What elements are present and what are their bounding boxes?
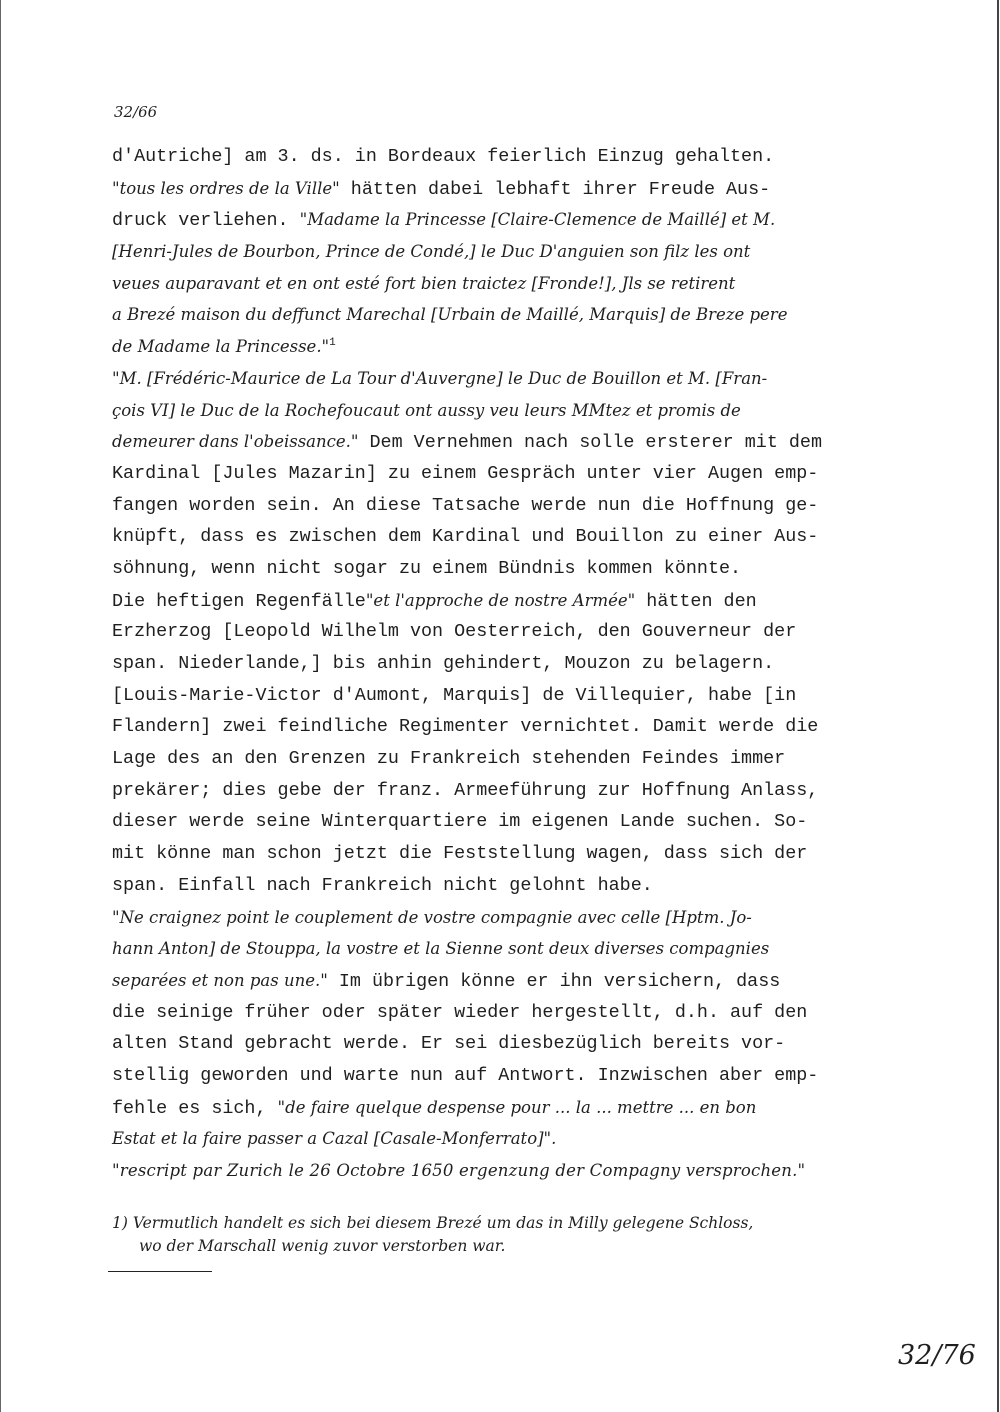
scan-edge-left bbox=[0, 0, 1, 1412]
footnote-line: 1) Vermutlich handelt es sich bei diesem Brezé um das in Milly gelegene Schloss, bbox=[112, 1214, 754, 1232]
german-text: stellig geworden und warte nun auf Antwort. Inzwischen aber emp- bbox=[112, 1064, 819, 1086]
german-text: hätten dabei lebhaft ihrer Freude Aus- bbox=[339, 178, 771, 200]
text-line bbox=[112, 236, 902, 268]
text-line bbox=[112, 743, 902, 775]
text-line bbox=[112, 775, 902, 807]
german-text: span. Einfall nach Frankreich nicht gelohnt habe. bbox=[112, 874, 653, 896]
text-line bbox=[112, 585, 902, 617]
text-line bbox=[112, 331, 902, 363]
french-quote: "de faire quelque despense pour ... la ... mettre ... en bon bbox=[277, 1097, 757, 1117]
footnote-line: wo der Marschall wenig zuvor verstorben war. bbox=[139, 1237, 506, 1255]
german-text: knüpft, dass es zwischen dem Kardinal und Bouillon zu einer Aus- bbox=[112, 526, 819, 548]
text-line bbox=[112, 838, 902, 870]
french-quote: "Madame la Princesse [Claire-Clemence de Maillé] et M. bbox=[299, 210, 776, 230]
german-text: Kardinal [Jules Mazarin] zu einem Gespräch unter vier Augen emp- bbox=[112, 462, 819, 484]
footnote bbox=[112, 1212, 932, 1258]
french-quote: Estat et la faire passer a Cazal [Casale-Monferrato]". bbox=[112, 1129, 557, 1149]
text-line bbox=[112, 1155, 902, 1187]
german-text: Im übrigen könne er ihn versichern, dass bbox=[327, 970, 781, 992]
german-text: span. Niederlande,] bis anhin gehindert, Mouzon zu belagern. bbox=[112, 653, 775, 674]
french-quote: çois VI] le Duc de la Rochefoucaut ont aussy veu leurs MMtez et promis de bbox=[112, 400, 741, 420]
french-quote: veues auparavant et en ont esté fort bien traictez [Fronde!], Jls se retirent bbox=[112, 273, 736, 293]
german-text: [Louis-Marie-Victor d'Aumont, Marquis] de Villequier, habe [in bbox=[112, 684, 797, 706]
text-line bbox=[112, 141, 902, 173]
text-line bbox=[112, 1028, 902, 1060]
text-line bbox=[112, 458, 902, 490]
german-text: fangen worden sein. An diese Tatsache werde nun die Hoffnung ge- bbox=[112, 494, 819, 516]
french-quote: "Ne craignez point le couplement de vostre compagnie avec celle [Hptm. Jo- bbox=[112, 907, 752, 927]
french-quote: "M. [Frédéric-Maurice de La Tour d'Auvergne] le Duc de Bouillon et M. [Fran- bbox=[112, 368, 768, 388]
german-text: Dem Vernehmen nach solle ersterer mit dem bbox=[358, 432, 823, 454]
german-text: d'Autriche] am 3. ds. in Bordeaux feierlich Einzug gehalten. bbox=[112, 146, 775, 167]
text-line bbox=[112, 616, 902, 648]
text-line bbox=[112, 553, 902, 585]
text-line bbox=[112, 902, 902, 934]
text-line bbox=[112, 299, 902, 331]
french-quote: "rescript par Zurich le 26 Octobre 1650 ergenzung der Compagny versprochen." bbox=[112, 1161, 806, 1180]
text-line bbox=[112, 426, 902, 458]
german-text: fehle es sich, bbox=[112, 1097, 278, 1119]
body-text bbox=[112, 141, 902, 1187]
german-text: Die heftigen Regenfälle bbox=[112, 590, 366, 612]
french-quote: a Brezé maison du deffunct Marechal [Urbain de Maillé, Marquis] de Breze pere bbox=[112, 305, 788, 325]
french-quote: "tous les ordres de la Ville" bbox=[112, 178, 340, 198]
text-line bbox=[112, 490, 902, 522]
page-number: 32/66 bbox=[114, 103, 158, 121]
text-line bbox=[112, 1060, 902, 1092]
text-line bbox=[112, 965, 902, 997]
german-text: dieser werde seine Winterquartiere im eigenen Lande suchen. So- bbox=[112, 811, 808, 833]
german-text: mit könne man schon jetzt die Feststellung wagen, dass sich der bbox=[112, 843, 808, 865]
french-quote: separées et non pas une." bbox=[112, 970, 328, 990]
footnote-rule bbox=[108, 1271, 212, 1272]
text-line bbox=[112, 870, 902, 902]
footnote-reference: 1 bbox=[329, 337, 336, 349]
text-line bbox=[112, 1123, 902, 1155]
text-line bbox=[112, 1092, 902, 1124]
french-quote: "et l'approche de nostre Armée" bbox=[365, 590, 636, 610]
german-text: Lage des an den Grenzen zu Frankreich stehenden Feindes immer bbox=[112, 748, 786, 770]
text-line bbox=[112, 648, 902, 680]
text-line bbox=[112, 711, 902, 743]
french-quote: demeurer dans l'obeissance." bbox=[112, 432, 359, 452]
text-line bbox=[112, 933, 902, 965]
french-quote: [Henri-Jules de Bourbon, Prince de Condé,] le Duc D'anguien son filz les ont bbox=[112, 242, 751, 262]
archive-page-stamp: 32/76 bbox=[898, 1340, 976, 1371]
german-text: Erzherzog [Leopold Wilhelm von Oesterreich, den Gouverneur der bbox=[112, 621, 797, 643]
text-line bbox=[112, 268, 902, 300]
german-text: söhnung, wenn nicht sogar zu einem Bündnis kommen könnte. bbox=[112, 557, 742, 579]
text-line bbox=[112, 806, 902, 838]
text-line bbox=[112, 173, 902, 205]
german-text: Flandern] zwei feindliche Regimenter vernichtet. Damit werde die bbox=[112, 716, 819, 738]
text-line bbox=[112, 395, 902, 427]
text-line bbox=[112, 521, 902, 553]
text-line bbox=[112, 363, 902, 395]
german-text: alten Stand gebracht werde. Er sei diesbezüglich bereits vor- bbox=[112, 1033, 786, 1055]
german-text: die seinige früher oder später wieder hergestellt, d.h. auf den bbox=[112, 1001, 808, 1023]
german-text: hätten den bbox=[635, 590, 757, 612]
german-text: druck verliehen. bbox=[112, 210, 300, 232]
german-text: prekärer; dies gebe der franz. Armeeführung zur Hoffnung Anlass, bbox=[112, 779, 819, 801]
text-line bbox=[112, 680, 902, 712]
text-line bbox=[112, 204, 902, 236]
french-quote: hann Anton] de Stouppa, la vostre et la Sienne sont deux diverses compagnies bbox=[112, 939, 770, 959]
scan-edge-right bbox=[997, 0, 999, 1412]
text-line bbox=[112, 997, 902, 1029]
french-quote: de Madame la Princesse." bbox=[112, 337, 330, 357]
